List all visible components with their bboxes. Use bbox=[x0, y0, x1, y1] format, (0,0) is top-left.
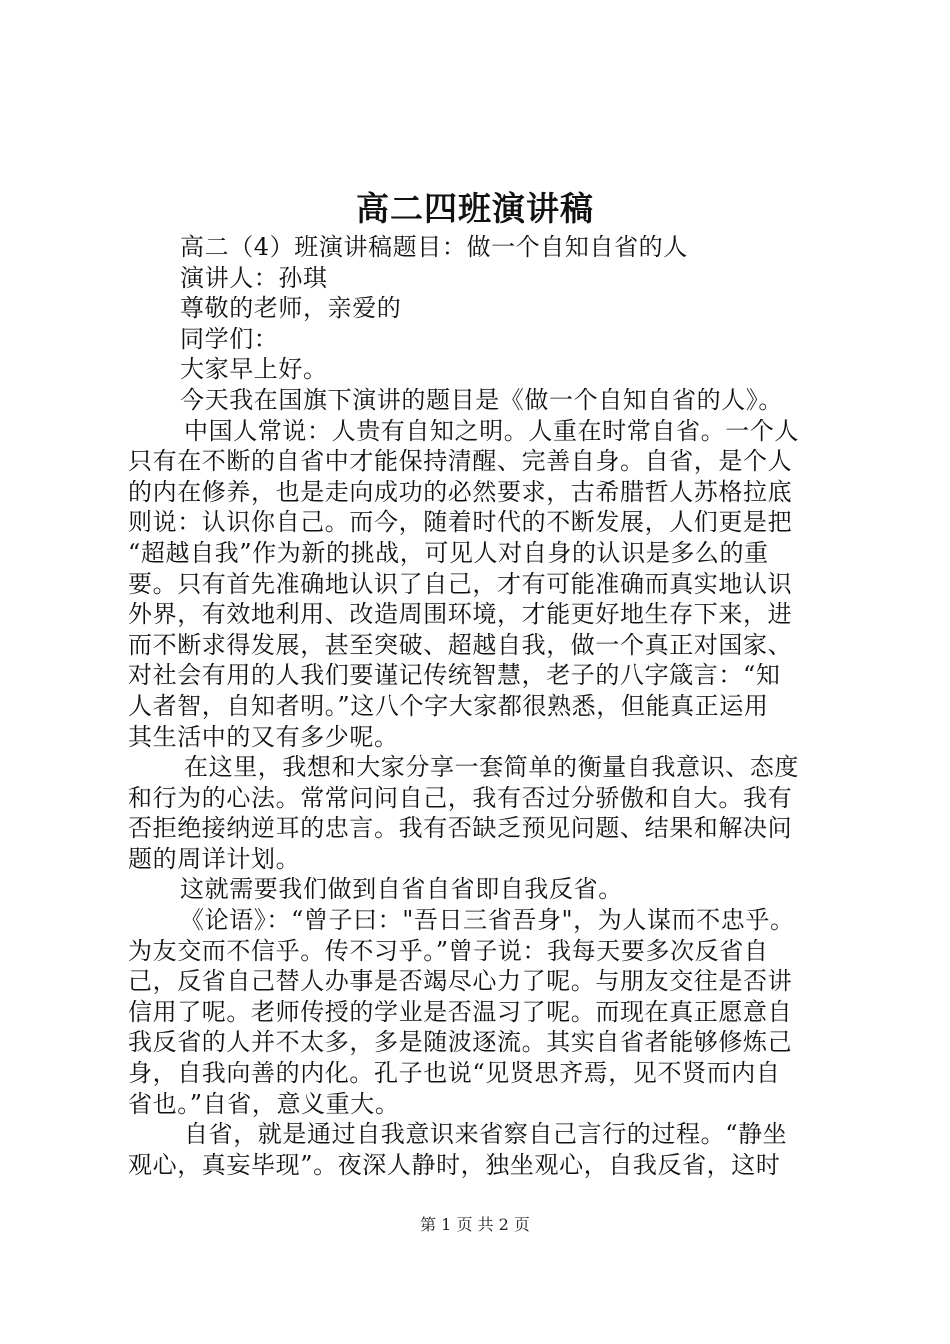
paragraph-line: 对社会有用的人我们要谨记传统智慧，老子的八字箴言：“知 bbox=[128, 661, 781, 690]
paragraph-line: 身，自我向善的内化。孔子也说“见贤思齐焉，见不贤而内自 bbox=[128, 1059, 781, 1088]
paragraph-line: 而不断求得发展，甚至突破、超越自我，做一个真正对国家、 bbox=[128, 630, 793, 659]
subtitle-line: 高二（4）班演讲稿题目：做一个自知自省的人 bbox=[180, 233, 688, 261]
paragraph-line: 己，反省自己替人办事是否竭尽心力了呢。与朋友交往是否讲 bbox=[128, 967, 793, 996]
paragraph-line: 省也。”自省，意义重大。 bbox=[128, 1089, 400, 1118]
paragraph-line: “超越自我”作为新的挑战，可见人对自身的认识是多么的重 bbox=[128, 538, 769, 567]
paragraph-line: 要。只有首先准确地认识了自己，才有可能准确而真实地认识 bbox=[128, 569, 793, 598]
paragraph-line: 信用了呢。老师传授的学业是否温习了呢。而现在真正愿意自 bbox=[128, 997, 793, 1026]
greeting-line: 大家早上好。 bbox=[180, 355, 328, 384]
paragraph-line: 其生活中的又有多少呢。 bbox=[128, 722, 399, 751]
paragraph-line: 否拒绝接纳逆耳的忠言。我有否缺乏预见问题、结果和解决问 bbox=[128, 814, 793, 843]
paragraph-line: 题的周详计划。 bbox=[128, 844, 301, 873]
document-title: 高二四班演讲稿 bbox=[356, 189, 594, 228]
paragraph-line: 中国人常说：人贵有自知之明。人重在时常自省。一个人 bbox=[184, 416, 799, 445]
paragraph-line: 在这里，我想和大家分享一套简单的衡量自我意识、态度 bbox=[184, 753, 799, 782]
paragraph-line: 为友交而不信乎。传不习乎。”曾子说：我每天要多次反省自 bbox=[128, 936, 769, 965]
intro-line: 今天我在国旗下演讲的题目是《做一个自知自省的人》。 bbox=[180, 385, 783, 414]
paragraph-line: 《论语》：“曾子曰："吾日三省吾身"，为人谋而不忠乎。 bbox=[180, 906, 795, 935]
paragraph-line: 我反省的人并不太多，多是随波逐流。其实自省者能够修炼己 bbox=[128, 1028, 793, 1057]
paragraph-line: 外界，有效地利用、改造周围环境，才能更好地生存下来，进 bbox=[128, 600, 793, 629]
speaker-line: 演讲人：孙琪 bbox=[180, 263, 328, 292]
page-footer: 第 1 页 共 2 页 bbox=[420, 1215, 530, 1234]
salutation-line: 同学们： bbox=[180, 324, 279, 353]
salutation-line: 尊敬的老师，亲爱的 bbox=[180, 294, 402, 323]
paragraph-line: 和行为的心法。常常问问自己，我有否过分骄傲和自大。我有 bbox=[128, 783, 793, 812]
paragraph-line: 的内在修养，也是走向成功的必然要求，古希腊哲人苏格拉底 bbox=[128, 477, 793, 506]
paragraph-line: 人者智，自知者明。”这八个字大家都很熟悉，但能真正运用 bbox=[128, 691, 769, 720]
paragraph-line: 自省，就是通过自我意识来省察自己言行的过程。“静坐 bbox=[184, 1120, 788, 1149]
paragraph-line: 观心，真妄毕现”。夜深人静时，独坐观心，自我反省，这时 bbox=[128, 1150, 781, 1179]
document-body bbox=[128, 232, 834, 1180]
paragraph-line: 则说：认识你自己。而今，随着时代的不断发展，人们更是把 bbox=[128, 508, 793, 537]
paragraph-line: 只有在不断的自省中才能保持清醒、完善自身。自省，是个人 bbox=[128, 447, 793, 476]
paragraph-line: 这就需要我们做到自省自省即自我反省。 bbox=[180, 875, 623, 904]
